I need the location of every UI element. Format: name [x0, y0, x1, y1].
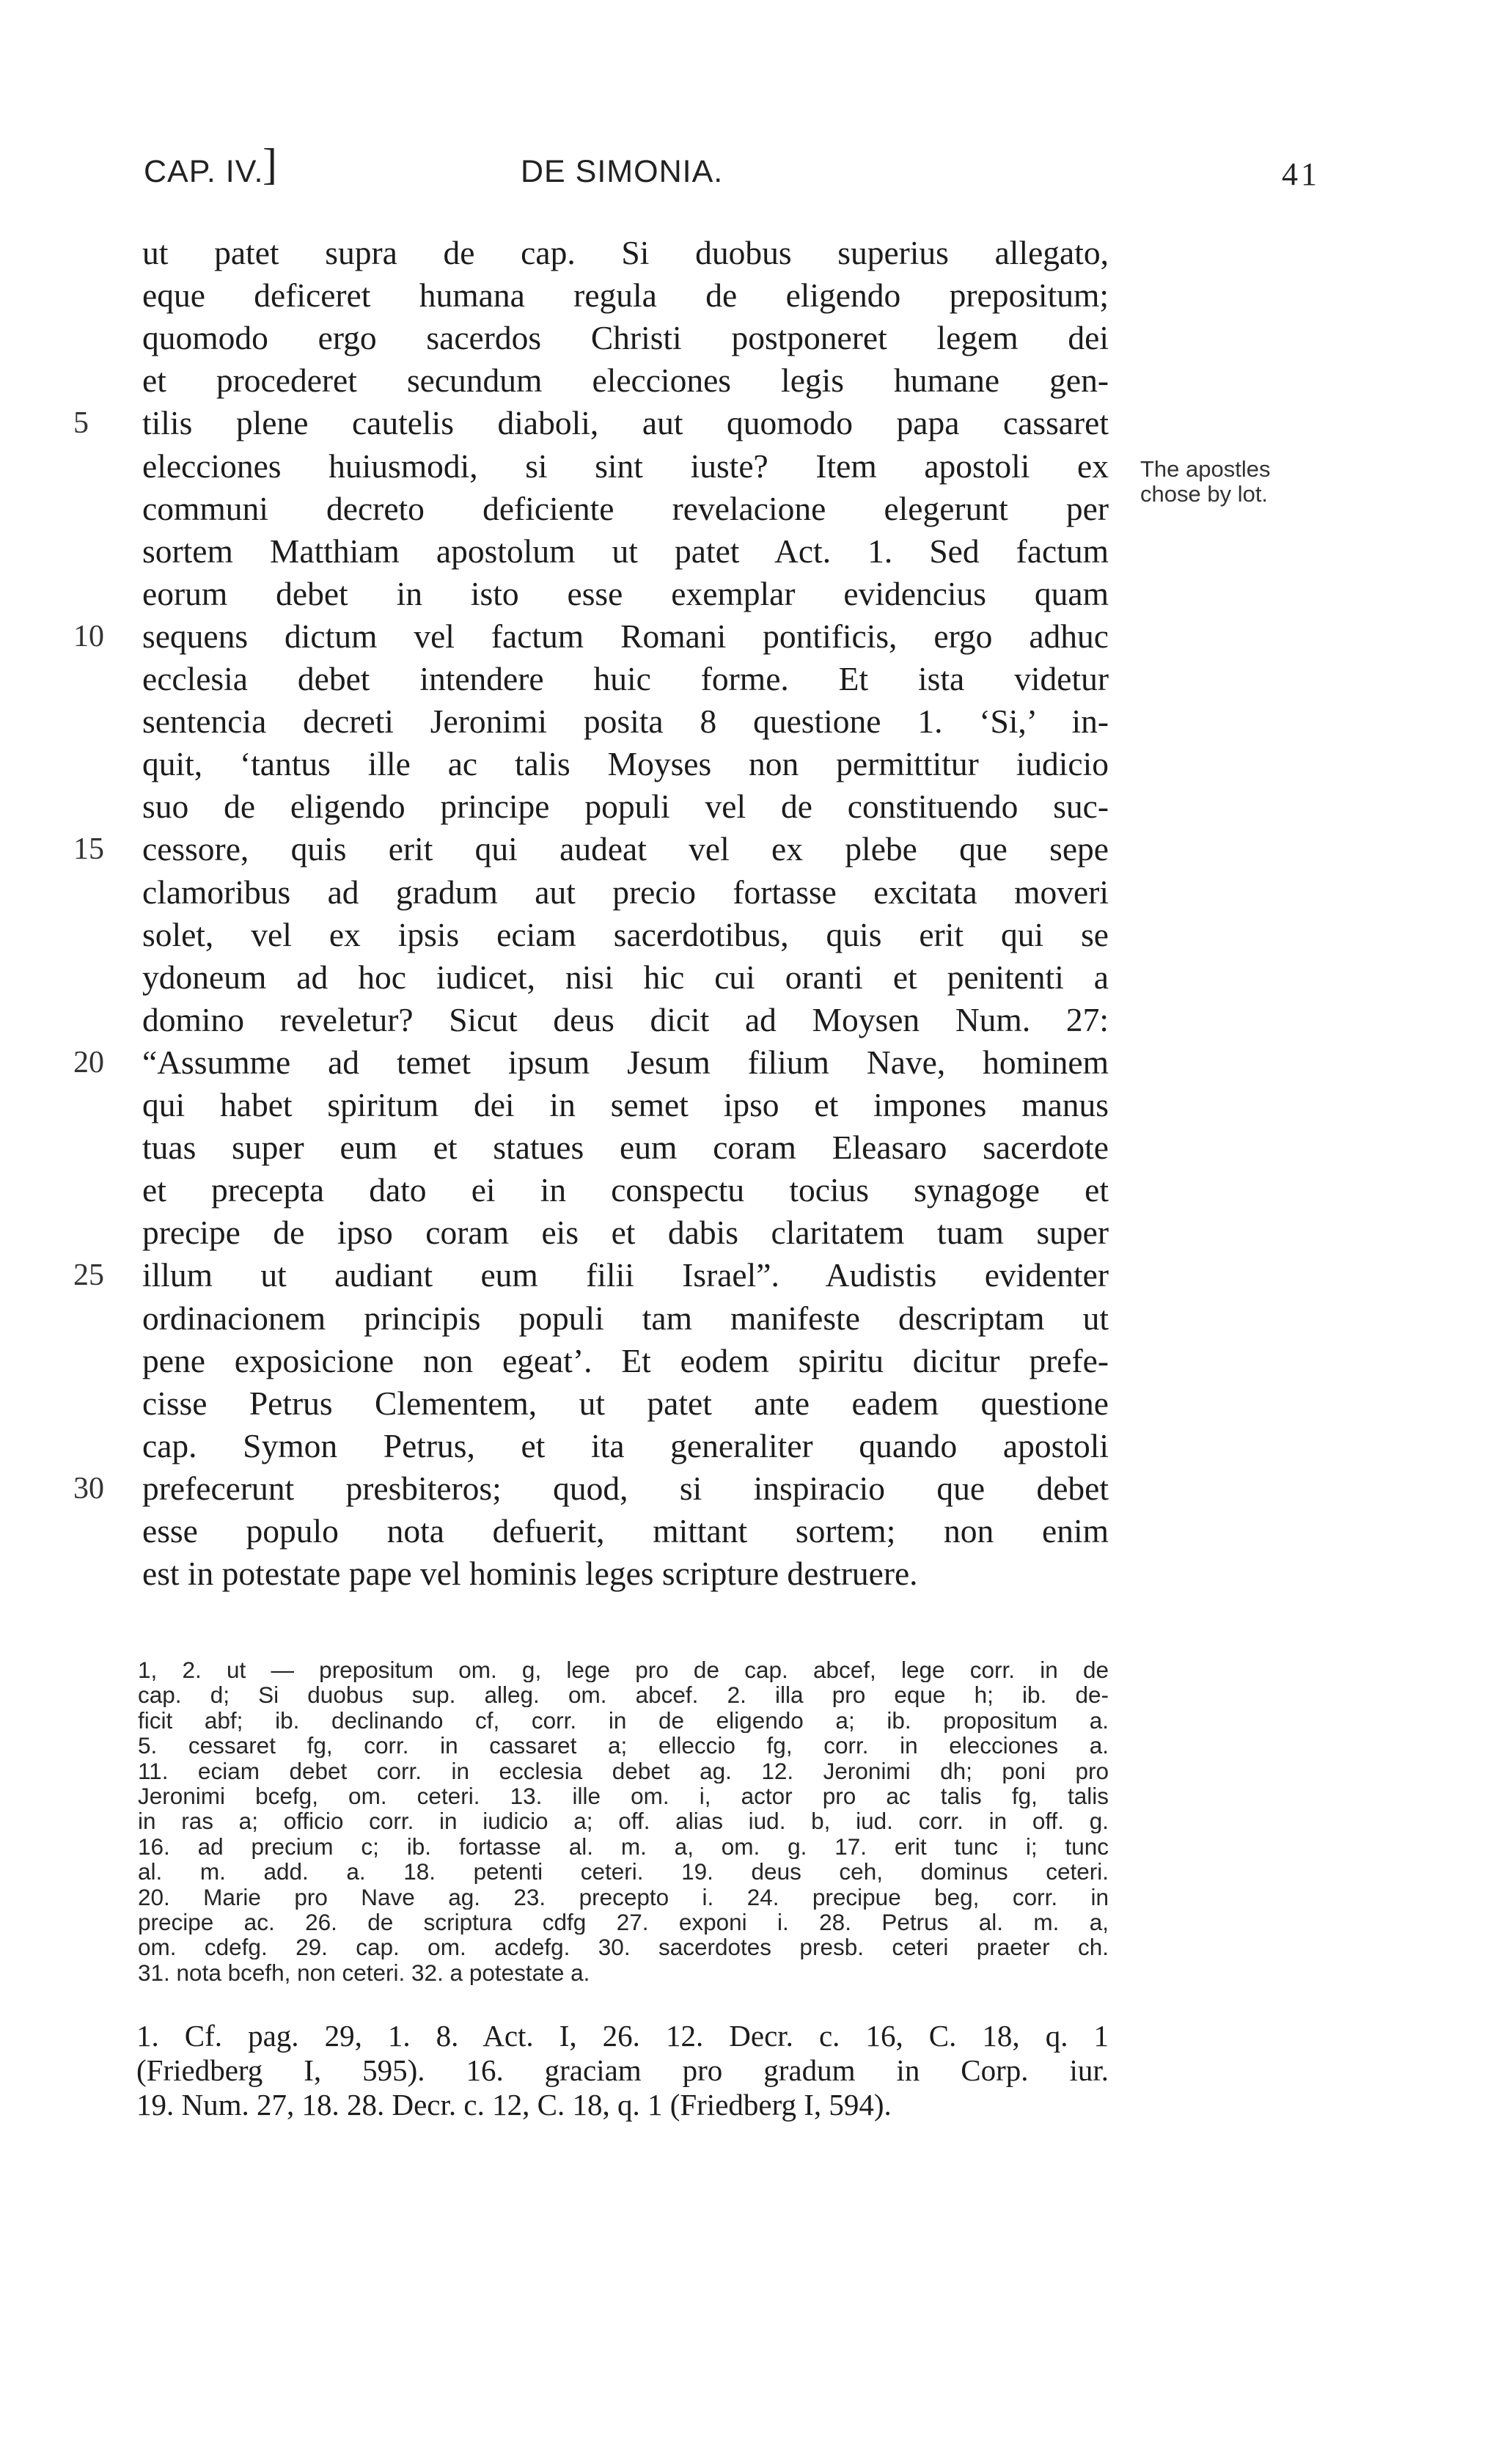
- reference-line: 1. Cf. pag. 29, 1. 8. Act. I, 26. 12. Decr. c. 16, C. 18, q. 1: [136, 2019, 1109, 2053]
- margin-note-line: The apostles: [1140, 456, 1271, 482]
- margin-note-line: chose by lot.: [1140, 481, 1269, 507]
- line-number: [73, 1510, 141, 1552]
- line-number: [73, 1552, 141, 1595]
- reference-line: 19. Num. 27, 18. 28. Decr. c. 12, C. 18, q. 1 (Friedberg I, 594).: [136, 2088, 892, 2122]
- line-number: [73, 445, 141, 488]
- text-line: tuas super eum et statues eum coram Eleasaro sacerdote: [142, 1129, 1109, 1166]
- line-number: [73, 700, 141, 743]
- text-line: sequens dictum vel factum Romani pontificis, ergo adhuc: [142, 617, 1109, 655]
- text-line: cap. Symon Petrus, et ita generaliter quando apostoli: [142, 1427, 1109, 1464]
- line-number: [73, 999, 141, 1041]
- line-number: [73, 743, 141, 785]
- line-number: [73, 488, 141, 530]
- text-line: communi decreto deficiente revelacione elegerunt per: [142, 490, 1109, 527]
- text-line: ecclesia debet intendere huic forme. Et ista videtur: [142, 660, 1109, 697]
- text-line: et procederet secundum elecciones legis humane gen-: [142, 362, 1109, 399]
- text-line: esse populo nota defuerit, mittant sortem; non enim: [142, 1512, 1109, 1550]
- line-number: [73, 1084, 141, 1126]
- text-line: sortem Matthiam apostolum ut patet Act. 1. Sed factum: [142, 532, 1109, 570]
- line-number: [73, 1126, 141, 1169]
- apparatus-line: om. cdefg. 29. cap. om. acdefg. 30. sacerdotes presb. ceteri praeter ch.: [138, 1935, 1109, 1959]
- page-number: 41: [1282, 156, 1320, 192]
- apparatus-line: 11. eciam debet corr. in ecclesia debet ag. 12. Jeronimi dh; poni pro: [138, 1759, 1109, 1783]
- apparatus-line: precipe ac. 26. de scriptura cdfg 27. exponi i. 28. Petrus al. m. a,: [138, 1910, 1109, 1935]
- running-head-chapter: CAP. IV.: [144, 154, 264, 189]
- text-line: prefecerunt presbiteros; quod, si inspiracio que debet: [142, 1470, 1109, 1507]
- line-number: [73, 232, 141, 274]
- apparatus-line: 16. ad precium c; ib. fortasse al. m. a, om. g. 17. erit tunc i; tunc: [138, 1834, 1109, 1859]
- apparatus-line: 5. cessaret fg, corr. in cassaret a; elleccio fg, corr. in elecciones a.: [138, 1733, 1109, 1758]
- line-number: 5: [73, 406, 89, 440]
- line-number: [73, 658, 141, 700]
- line-number: [73, 1169, 141, 1211]
- apparatus-line: Jeronimi bcefg, om. ceteri. 13. ille om. i, actor pro ac talis fg, talis: [138, 1783, 1109, 1808]
- text-line: est in potestate pape vel hominis leges scripture destruere.: [142, 1555, 918, 1592]
- line-number: [73, 785, 141, 828]
- running-head-bracket: ]: [263, 140, 278, 188]
- text-line: eorum debet in isto esse exemplar evidencius quam: [142, 575, 1109, 612]
- line-number: 15: [73, 832, 104, 866]
- line-number: [73, 573, 141, 615]
- apparatus-line: cap. d; Si duobus sup. alleg. om. abcef. 2. illa pro eque h; ib. de-: [138, 1682, 1109, 1707]
- text-line: sentencia decreti Jeronimi posita 8 questione 1. ‘Si,’ in-: [142, 703, 1109, 740]
- line-number: [73, 1340, 141, 1382]
- text-line: et precepta dato ei in conspectu tocius synagoge et: [142, 1171, 1109, 1209]
- line-number: [73, 1211, 141, 1254]
- apparatus-line: ficit abf; ib. declinando cf, corr. in de eligendo a; ib. propositum a.: [138, 1708, 1109, 1733]
- line-number: [73, 1425, 141, 1467]
- apparatus-line: al. m. add. a. 18. petenti ceteri. 19. deus ceh, dominus ceteri.: [138, 1859, 1109, 1884]
- text-line: clamoribus ad gradum aut precio fortasse excitata moveri: [142, 873, 1109, 911]
- line-number: [73, 530, 141, 573]
- reference-line: (Friedberg I, 595). 16. graciam pro gradum in Corp. iur.: [136, 2053, 1109, 2087]
- text-line: ordinacionem principis populi tam manifeste descriptam ut: [142, 1299, 1109, 1337]
- text-line: precipe de ipso coram eis et dabis claritatem tuam super: [142, 1214, 1109, 1251]
- line-number: [73, 1297, 141, 1340]
- text-line: qui habet spiritum dei in semet ipso et impones manus: [142, 1086, 1109, 1123]
- text-line: quomodo ergo sacerdos Christi postponeret legem dei: [142, 319, 1109, 356]
- text-line: cisse Petrus Clementem, ut patet ante eadem questione: [142, 1385, 1109, 1422]
- line-number: 10: [73, 620, 104, 653]
- text-line: solet, vel ex ipsis eciam sacerdotibus, quis erit qui se: [142, 916, 1109, 953]
- apparatus-line: 1, 2. ut — prepositum om. g, lege pro de cap. abcef, lege corr. in de: [138, 1657, 1109, 1682]
- text-line: ydoneum ad hoc iudicet, nisi hic cui oranti et penitenti a: [142, 958, 1109, 996]
- text-line: “Assumme ad temet ipsum Jesum filium Nave, hominem: [142, 1044, 1109, 1081]
- line-number: 20: [73, 1046, 104, 1079]
- line-number: [73, 317, 141, 359]
- text-line: quit, ‘tantus ille ac talis Moyses non permittitur iudicio: [142, 745, 1109, 782]
- line-number: 30: [73, 1472, 104, 1506]
- line-number: [73, 956, 141, 999]
- text-line: ut patet supra de cap. Si duobus superius allegato,: [142, 234, 1109, 271]
- text-line: cessore, quis erit qui audeat vel ex plebe que sepe: [142, 830, 1109, 868]
- running-head-title: DE SIMONIA.: [521, 154, 724, 189]
- text-line: pene exposicione non egeat’. Et eodem spiritu dicitur prefe-: [142, 1342, 1109, 1379]
- text-line: illum ut audiant eum filii Israel”. Audistis evidenter: [142, 1256, 1109, 1294]
- text-line: eque deficeret humana regula de eligendo prepositum;: [142, 276, 1109, 314]
- line-number: [73, 1382, 141, 1425]
- line-number: [73, 274, 141, 317]
- apparatus-line: 20. Marie pro Nave ag. 23. precepto i. 24. precipue beg, corr. in: [138, 1885, 1109, 1910]
- text-line: domino reveletur? Sicut deus dicit ad Moysen Num. 27:: [142, 1001, 1109, 1038]
- line-number: [73, 359, 141, 402]
- text-line: suo de eligendo principe populi vel de constituendo suc-: [142, 788, 1109, 825]
- line-number: 25: [73, 1258, 104, 1292]
- line-number: [73, 871, 141, 914]
- apparatus-line: in ras a; officio corr. in iudicio a; off. alias iud. b, iud. corr. in off. g.: [138, 1808, 1109, 1833]
- apparatus-line: 31. nota bcefh, non ceteri. 32. a potestate a.: [138, 1960, 590, 1985]
- text-line: tilis plene cautelis diaboli, aut quomodo papa cassaret: [142, 404, 1109, 441]
- text-line: elecciones huiusmodi, si sint iuste? Item apostoli ex: [142, 447, 1109, 485]
- line-number: [73, 914, 141, 956]
